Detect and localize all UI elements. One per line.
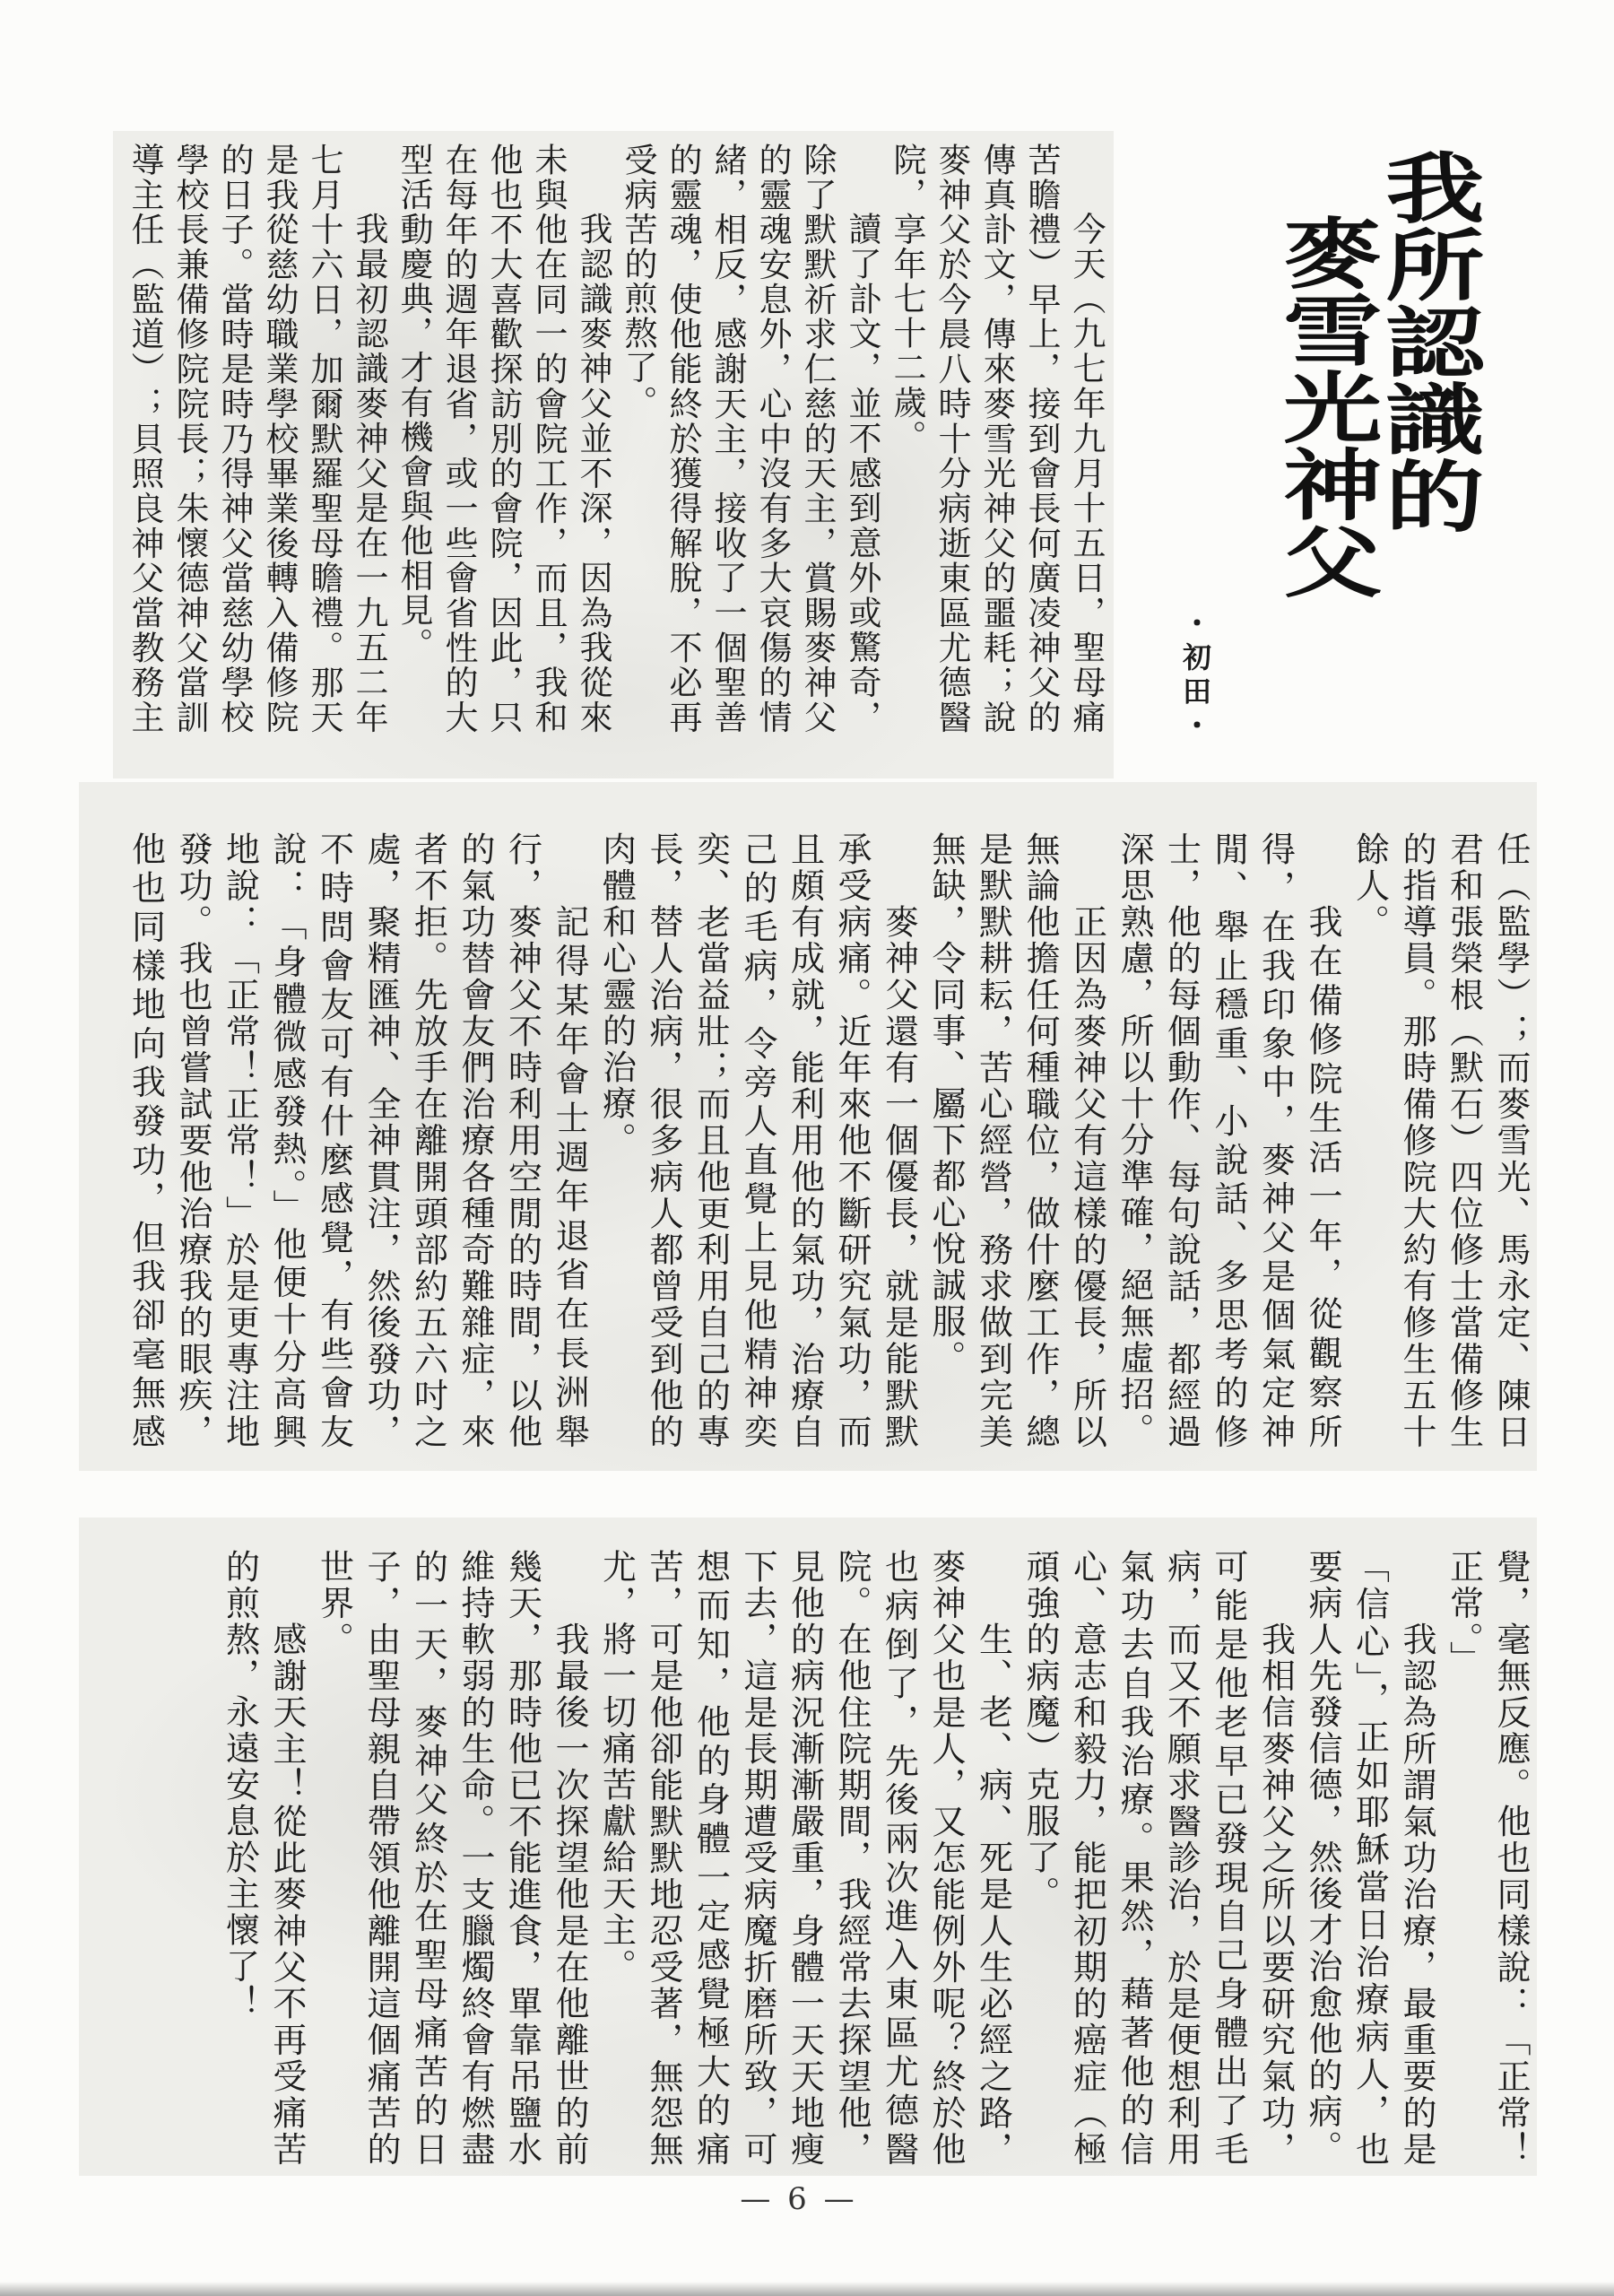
text-column: 我最後一次探望他是在他離世的前 (550, 1622, 589, 2168)
text-column: 型活動慶典，才有機會與他相見。 (395, 143, 433, 662)
text-column: 七月十六日，加爾默羅聖母瞻禮。那天 (305, 143, 343, 735)
text-column: 我認為所謂氣功治療，最重要的是 (1397, 1622, 1436, 2168)
text-column: 院，享年七十二歲。 (888, 143, 926, 455)
text-column: 己的毛病，令旁人直覺上見他精神奕 (738, 831, 777, 1450)
text-column: 無缺，令同事、屬下都心悅誠服。 (926, 831, 966, 1377)
text-column: 麥神父於今晨八時十分病逝東區尤德醫 (933, 143, 971, 735)
text-column: 奕、老當益壯；而且他更利用自己的專 (690, 831, 731, 1450)
text-column: 也病倒了，先後兩次進入東區尤德醫 (879, 1549, 919, 2168)
text-column: 的指導員。那時備修院大約有修生五十 (1397, 831, 1436, 1450)
text-column: 心、意志和毅力，能把初期的癌症（極 (1067, 1549, 1107, 2168)
text-column: 無論他擔任何種職位，做什麼工作，總 (1020, 831, 1060, 1450)
text-column: 的煎熬，永遠安息於主懷了！ (220, 1549, 260, 2022)
text-column: 世界。 (314, 1549, 354, 1658)
text-column: 受病苦的煎熬了。 (619, 143, 657, 420)
text-column: 他也同樣地向我發功，但我卻毫無感 (126, 831, 166, 1450)
text-column: 君和張榮根（默石）四位修士當備修生 (1444, 831, 1484, 1450)
text-column: 病，而又不願求醫診治，於是便想利用 (1161, 1549, 1202, 2168)
text-column: 感謝天主！從此麥神父不再受痛苦 (267, 1622, 307, 2168)
text-column: 子，由聖母親自帶領他離開這個痛苦的 (361, 1549, 401, 2168)
text-column: 覺，毫無反應。他也同樣說：「正常！ (1491, 1549, 1531, 2168)
text-column: 士，他的每個動作、每句說話，都經過 (1161, 831, 1202, 1450)
text-column: 正因為麥神父有這樣的優長，所以 (1067, 904, 1107, 1450)
text-column: 見他的病況漸漸嚴重，身體一天天地瘦 (785, 1549, 825, 2168)
text-column: 的氣功替會友們治療各種奇難雜症，來 (456, 831, 495, 1450)
text-column: 餘人。 (1349, 831, 1390, 941)
text-column: 導主任（監道）；貝照良神父當教務主 (126, 143, 164, 735)
text-column: 我相信麥神父之所以要研究氣功， (1255, 1622, 1296, 2168)
text-column: 正常。」 (1444, 1549, 1484, 1677)
text-column: 肉體和心靈的治療。 (596, 831, 637, 1159)
author-byline: ・初田・ (1178, 608, 1212, 744)
article-title-line-1: 我所認識的 (1368, 148, 1483, 534)
text-column: 閒、舉止穩重、小說話、多思考的修 (1209, 831, 1248, 1450)
text-column: 的靈魂，使他能終於獲得解脫，不必再 (664, 143, 702, 735)
scan-edge (0, 2282, 1614, 2296)
text-column: 地說：「正常！正常！」於是更專注地 (220, 831, 260, 1450)
text-column: 苦瞻禮）早上，接到會長何廣凌神父的 (1022, 143, 1061, 735)
text-column: 未與他在同一的會院工作，而且，我和 (529, 143, 568, 735)
text-column: 「信心」，正如耶穌當日治療病人，也 (1349, 1549, 1390, 2168)
text-column: 要病人先發信德，然後才治愈他的病。 (1303, 1549, 1342, 2167)
text-column: 記得某年會士週年退省在長洲舉 (550, 904, 589, 1450)
text-column: 是我從慈幼職業學校畢業後轉入備修院 (260, 143, 299, 735)
text-column: 麥神父也是人，又怎能例外呢？終於他 (926, 1549, 966, 2168)
text-column: 不時問會友可有什麼感覺，有些會友 (314, 831, 354, 1450)
text-column: 的日子。當時是時乃得神父當慈幼學校 (215, 143, 254, 735)
text-column: 的靈魂安息外，心中沒有多大哀傷的情 (753, 143, 792, 735)
text-column: 今天（九七年九月十五日，聖母痛 (1067, 212, 1106, 735)
text-column: 可能是他老早已發現自己身體出了毛 (1209, 1549, 1248, 2168)
text-column: 在每年的週年退省，或一些會省性的大 (439, 143, 478, 735)
text-column: 說：「身體微感發熱。」他便十分高興 (267, 831, 307, 1450)
page-number: — 6 — (740, 2181, 858, 2217)
text-column: 讀了訃文，並不感到意外或驚奇， (843, 212, 881, 735)
text-column: 氣功去自我治療。果然，藉著他的信 (1115, 1549, 1154, 2168)
text-column: 承受病痛。近年來他不斷研究氣功，而 (832, 831, 872, 1450)
text-column: 是默默耕耘，苦心經營，務求做到完美 (973, 831, 1013, 1450)
text-column: 者不拒。先放手在離開頭部約五六吋之 (408, 831, 448, 1450)
text-column: 尤，將一切痛苦獻給天主。 (596, 1549, 637, 1985)
text-column: 他也不大喜歡探訪別的會院，因此，只 (484, 143, 523, 735)
article-title-line-2: 麥雪光神父 (1266, 213, 1381, 599)
text-column: 長，替人治病，很多病人都曾受到他的 (644, 831, 683, 1450)
text-column: 深思熟慮，所以十分準確，絕無虛招。 (1115, 831, 1154, 1449)
text-block-bottom (216, 1549, 1534, 2168)
text-column: 傳真訃文，傳來麥雪光神父的噩耗；說 (977, 143, 1016, 735)
text-column: 我最初認識麥神父是在一九五二年 (350, 212, 388, 735)
text-column: 任（監學）；而麥雪光、馬永定、陳日 (1491, 831, 1531, 1450)
text-column: 頑強的病魔）克服了。 (1020, 1549, 1060, 1912)
text-column: 我認識麥神父並不深，因為我從來 (574, 212, 612, 735)
text-block-top (122, 143, 1108, 735)
text-column: 我在備修院生活一年，從觀察所 (1303, 904, 1342, 1450)
text-column: 行，麥神父不時利用空閒的時間，以他 (502, 831, 542, 1450)
text-column: 發功。我也曾嘗試要他治療我的眼疾， (173, 831, 213, 1450)
text-column: 學校長兼備修院院長；朱懷德神父當訓 (170, 143, 209, 735)
text-column: 得，在我印象中，麥神父是個氣定神 (1255, 831, 1296, 1450)
text-column: 處，聚精匯神、全神貫注，然後發功， (361, 831, 401, 1450)
text-column: 維持軟弱的生命。一支臘燭終會有燃盡 (456, 1549, 495, 2168)
text-column: 幾天，那時他已不能進食，單靠吊鹽水 (502, 1549, 542, 2168)
text-column: 下去，這是長期遭受病魔折磨所致，可 (738, 1549, 777, 2168)
text-column: 想而知，他的身體一定感覺極大的痛 (690, 1549, 731, 2168)
text-column: 苦，可是他卻能默默地忍受著，無怨無 (644, 1549, 683, 2168)
text-column: 生、老、病、死是人生必經之路， (973, 1622, 1013, 2168)
text-block-middle (122, 831, 1534, 1450)
text-column: 緒，相反，感謝天主，接收了一個聖善 (708, 143, 747, 735)
text-column: 院。在他住院期間，我經常去探望他， (832, 1549, 872, 2168)
text-column: 且頗有成就，能利用他的氣功，治療自 (785, 831, 825, 1450)
text-column: 的一天，麥神父終於在聖母痛苦的日 (408, 1549, 448, 2168)
text-column: 麥神父還有一個優長，就是能默默 (879, 904, 919, 1450)
text-column: 除了默默祈求仁慈的天主，賞賜麥神父 (798, 143, 837, 735)
